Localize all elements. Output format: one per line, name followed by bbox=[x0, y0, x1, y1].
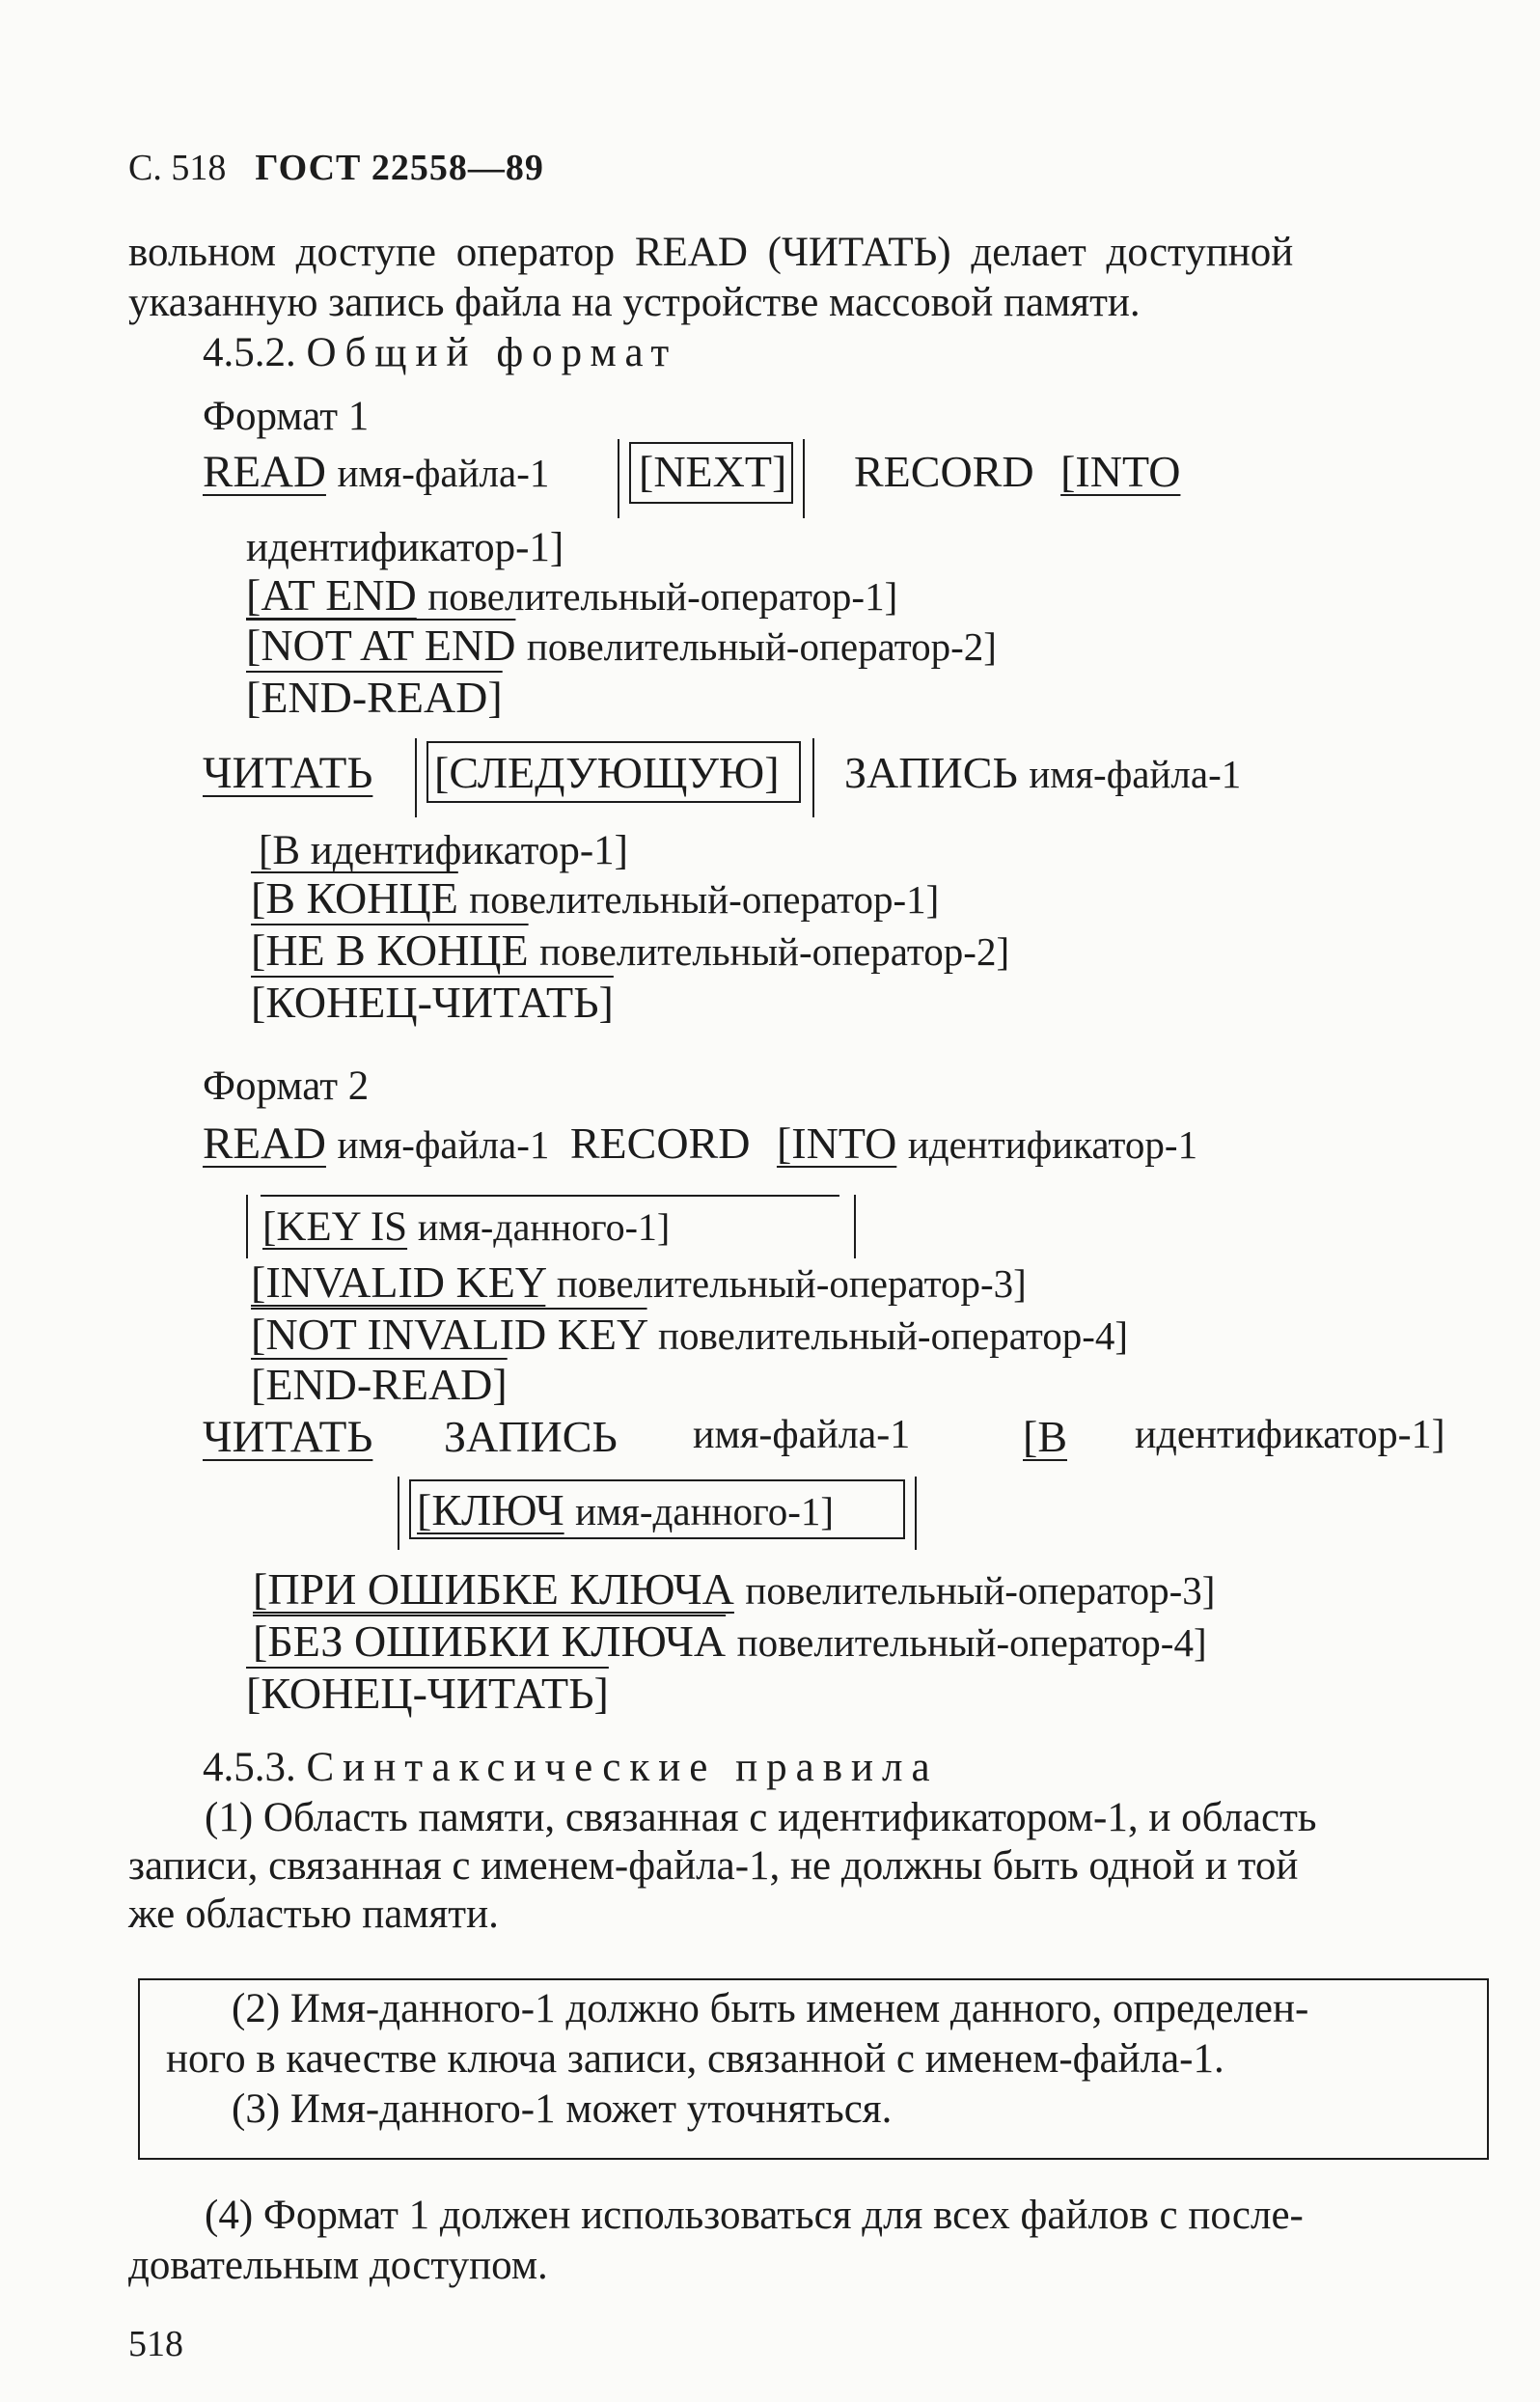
section-heading-general-format bbox=[203, 332, 677, 373]
format1-ru-into: [В идентификатор-1] bbox=[259, 828, 628, 873]
keyword-konets-chitat: [КОНЕЦ-ЧИТАТЬ] bbox=[251, 978, 614, 1027]
section-heading-syntax-rules bbox=[203, 1747, 939, 1788]
keyword-zapis: ЗАПИСЬ bbox=[844, 748, 1018, 797]
rule-2-line-2: ного в качестве ключа записи, связанной с именем-файла-1. bbox=[166, 2036, 1224, 2082]
page-reference: С. 518 bbox=[128, 148, 227, 188]
format1-ru-read bbox=[203, 748, 373, 798]
rule-box-top bbox=[138, 1978, 1489, 1980]
format2-label: Формат 2 bbox=[203, 1063, 370, 1109]
imperative-statement-3: повелительный-оператор-3] bbox=[556, 1261, 1027, 1306]
keyword-key-is: [KEY IS bbox=[262, 1204, 408, 1250]
page-number: 518 bbox=[128, 2324, 183, 2364]
keyword-record-2: RECORD bbox=[569, 1118, 751, 1168]
section-title: Общий формат bbox=[306, 330, 678, 375]
identifier-param-2: идентификатор-1 bbox=[907, 1122, 1198, 1167]
section-title-2: Синтаксические правила bbox=[306, 1745, 939, 1790]
format1-en-end-read bbox=[246, 673, 503, 722]
format2-en-end-read bbox=[251, 1360, 508, 1409]
keyword-pri-oshibke-klyucha: [ПРИ ОШИБКЕ КЛЮЧА bbox=[253, 1564, 734, 1614]
format2-ru-invalid bbox=[253, 1564, 1216, 1614]
rule-2-line-1: (2) Имя-данного-1 должно быть именем данного, определен- bbox=[232, 1986, 1309, 2031]
format2-ru-ident: идентификатор-1] bbox=[1135, 1413, 1445, 1457]
keyword-chitat: ЧИТАТЬ bbox=[203, 748, 373, 798]
keyword-ne-v-kontse: [НЕ В КОНЦЕ bbox=[251, 925, 529, 975]
key-brace-right-ru bbox=[915, 1477, 917, 1550]
format1-label: Формат 1 bbox=[203, 394, 370, 439]
keyword-end-read: [END-READ] bbox=[246, 673, 503, 722]
brace-right-ru bbox=[812, 738, 814, 817]
rule-1-line-3: же областью памяти. bbox=[128, 1891, 499, 1937]
intro-text-1: вольном доступе оператор READ (ЧИТАТЬ) делает доступной bbox=[128, 230, 1294, 275]
format2-en-read bbox=[203, 1118, 1198, 1169]
keyword-read: READ bbox=[203, 447, 326, 497]
imperative-statement-1: повелительный-оператор-1] bbox=[427, 574, 898, 619]
format2-ru-file: имя-файла-1 bbox=[693, 1413, 911, 1457]
keyword-chitat-2: ЧИТАТЬ bbox=[203, 1412, 373, 1462]
rule-1-line-2: записи, связанная с именем-файла-1, не должны быть одной и той bbox=[128, 1843, 1299, 1889]
rule-4-line-1: (4) Формат 1 должен использоваться для всех файлов с после- bbox=[205, 2193, 1304, 2238]
imperative-statement-3-ru: повелительный-оператор-3] bbox=[745, 1568, 1216, 1613]
rule-box-bottom bbox=[138, 2158, 1489, 2160]
keyword-end-read-2: [END-READ] bbox=[251, 1360, 508, 1409]
keyword-at-end: [AT END bbox=[246, 570, 417, 620]
format2-ru-key bbox=[417, 1485, 835, 1534]
rule-box-left bbox=[138, 1978, 140, 2158]
standard-title: ГОСТ 22558—89 bbox=[255, 148, 544, 188]
format1-ru-not-at-end bbox=[251, 925, 1010, 975]
format1-ru-end-read bbox=[251, 980, 614, 1025]
brace-left bbox=[618, 439, 619, 518]
file-name-param-2: имя-файла-1 bbox=[337, 1122, 550, 1167]
key-brace-left-ru bbox=[398, 1477, 399, 1550]
rule-box-right bbox=[1487, 1978, 1489, 2158]
format2-en-invalid bbox=[251, 1257, 1027, 1307]
format1-en-not-at-end bbox=[246, 623, 997, 668]
format2-ru-into bbox=[1023, 1412, 1067, 1461]
keyword-konets-chitat-2: [КОНЕЦ-ЧИТАТЬ] bbox=[246, 1669, 609, 1718]
data-name-param-ru: имя-данного-1] bbox=[575, 1489, 835, 1533]
section-number: 4.5.2. bbox=[203, 330, 296, 375]
key-brace-left bbox=[246, 1195, 248, 1258]
imperative-statement-4: повелительный-оператор-4] bbox=[658, 1313, 1129, 1358]
format1-ru-at-end bbox=[251, 873, 940, 923]
intro-line-2: указанную запись файла на устройстве массовой памяти. bbox=[128, 280, 1141, 325]
keyword-bez-oshibki-klyucha: [БЕЗ ОШИБКИ КЛЮЧА bbox=[253, 1616, 727, 1666]
keyword-sleduyushchuyu: [СЛЕДУЮЩУЮ] bbox=[434, 748, 780, 797]
keyword-v-kontse: [В КОНЦЕ bbox=[251, 873, 458, 923]
key-brace-right bbox=[854, 1195, 856, 1258]
key-box-top bbox=[261, 1195, 839, 1197]
section-number-2: 4.5.3. bbox=[203, 1745, 296, 1790]
format2-ru-end-read bbox=[246, 1671, 609, 1716]
format1-en-identifier: идентификатор-1] bbox=[246, 525, 564, 570]
file-name-param-ru: имя-файла-1 bbox=[1029, 752, 1242, 796]
intro-line-1 bbox=[128, 232, 1489, 273]
keyword-v-2: [В bbox=[1023, 1412, 1067, 1461]
format2-ru-read bbox=[203, 1412, 373, 1462]
format2-en-not-invalid bbox=[251, 1312, 1128, 1357]
keyword-into: [INTO bbox=[1060, 447, 1181, 496]
format1-ru-record bbox=[844, 748, 1242, 797]
keyword-klyuch: [КЛЮЧ bbox=[417, 1485, 564, 1534]
brace-right bbox=[803, 439, 805, 518]
file-name-param: имя-файла-1 bbox=[337, 451, 550, 495]
format1-en-read bbox=[203, 447, 550, 497]
format2-ru-record: ЗАПИСЬ bbox=[444, 1412, 618, 1461]
keyword-read-2: READ bbox=[203, 1118, 326, 1169]
rule-1-line-1: (1) Область памяти, связанная с идентификатором-1, и область bbox=[205, 1795, 1317, 1840]
keyword-invalid-key: [INVALID KEY bbox=[251, 1257, 546, 1307]
format1-en-at-end bbox=[246, 570, 898, 620]
data-name-param: имя-данного-1] bbox=[417, 1205, 671, 1249]
imperative-statement-1-ru: повелительный-оператор-1] bbox=[469, 877, 940, 922]
keyword-record: RECORD bbox=[854, 447, 1034, 496]
brace-left-ru bbox=[415, 738, 417, 817]
format1-en-record bbox=[854, 447, 1181, 496]
page-header bbox=[128, 150, 544, 186]
keyword-next: [NEXT] bbox=[639, 447, 787, 496]
keyword-not-at-end: [NOT AT END bbox=[246, 621, 516, 670]
keyword-into-2: [INTO bbox=[776, 1118, 897, 1168]
rule-4-line-2: довательным доступом. bbox=[128, 2243, 548, 2288]
keyword-not-invalid-key: [NOT INVALID KEY bbox=[251, 1310, 647, 1359]
rule-3: (3) Имя-данного-1 может уточняться. bbox=[232, 2086, 893, 2132]
format2-ru-not-invalid bbox=[253, 1616, 1207, 1666]
imperative-statement-2-ru: повелительный-оператор-2] bbox=[539, 929, 1010, 974]
imperative-statement-4-ru: повелительный-оператор-4] bbox=[736, 1620, 1207, 1665]
format2-en-key bbox=[262, 1206, 670, 1248]
imperative-statement-2: повелительный-оператор-2] bbox=[526, 624, 997, 669]
